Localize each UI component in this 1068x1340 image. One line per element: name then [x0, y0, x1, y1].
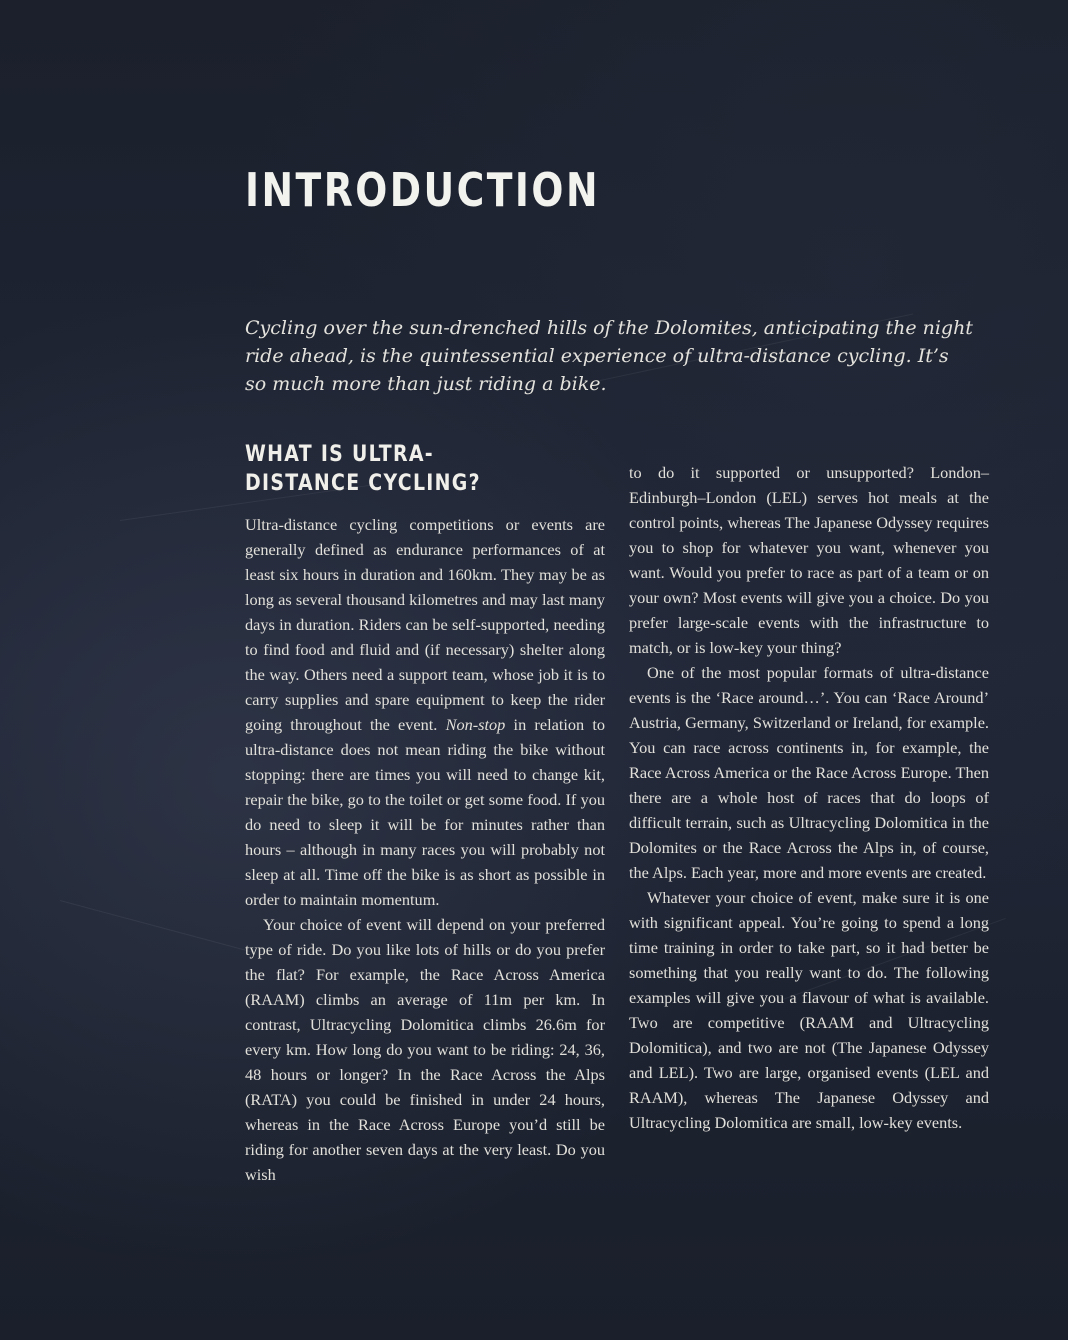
body-paragraph: One of the most popular formats of ultra-distance events is the ‘Race around…’. You can ‘Race Around’ Austria, Germany, Switzerland or Ireland, for example. You can race across continents in, for example, the Race Across America or the Race Across Europe. Then there are a whole host of races that do loops of difficult terrain, such as Ultracycling Dolomitica in the Dolomites or the Race Across the Alps in, of course, the Alps. Each year, more and more events are created.: [629, 663, 989, 882]
right-column: [629, 460, 989, 1135]
body-paragraph: [245, 512, 605, 912]
section-heading: WHAT IS ULTRA-DISTANCE CYCLING?: [245, 442, 481, 496]
body-text-run: Ultra-distance cycling competitions or events are generally defined as endurance performances of at least six hours in duration and 160km. They may be as long as several thousand kilometres and may last many days in duration. Riders can be self-supported, needing to find food and fluid and (if necessary) shelter along the way. Others need a support team, whose job it is to carry supplies and spare equipment to keep the rider going throughout the event.: [245, 515, 605, 734]
body-paragraph: Your choice of event will depend on your preferred type of ride. Do you like lots of hills or do you prefer the flat? For example, the Race Across America (RAAM) climbs an average of 11m per km. In contrast, Ultracycling Dolomitica climbs 26.6m for every km. How long do you want to be riding: 24, 36, 48 hours or longer? In the Race Across the Alps (RATA) you could be finished in under 24 hours, whereas in the Race Across Europe you’d still be riding for another seven days at the very least. Do you wish: [245, 915, 605, 1184]
page-title: INTRODUCTION: [245, 163, 600, 217]
intro-paragraph: Cycling over the sun-drenched hills of the Dolomites, anticipating the night ride ahead, is the quintessential experience of ultra-distance cycling. It’s so much more than just riding a bike.: [245, 317, 973, 395]
texture-scratch: [60, 900, 253, 953]
body-paragraph: to do it supported or unsupported? London–Edinburgh–London (LEL) serves hot meals at the control points, whereas The Japanese Odyssey requires you to shop for whatever you want, whenever you want. Would you prefer to race as part of a team or on your own? Most events will give you a choice. Do you prefer large-scale events with the infrastructure to match, or is low-key your thing?: [629, 463, 989, 657]
body-paragraph: Whatever your choice of event, make sure it is one with significant appeal. You’re going to spend a long time training in order to take part, so it had better be something that you really want to do. The following examples will give you a flavour of what is available. Two are competitive (RAAM and Ultracycling Dolomitica), and two are not (The Japanese Odyssey and LEL). Two are large, organised events (LEL and RAAM), whereas The Japanese Odyssey and Ultracycling Dolomitica are small, low-key events.: [629, 888, 989, 1132]
emphasis-text: Non-stop: [445, 715, 506, 734]
body-text-run: in relation to ultra-distance does not mean riding the bike without stopping: there are times you will need to change kit, repair the bike, go to the toilet or get some food. If you do need to sleep it will be for minutes rather than hours – although in many races you will probably not sleep at all. Time off the bike is as short as possible in order to maintain momentum.: [245, 715, 606, 909]
left-column: [245, 440, 605, 1187]
